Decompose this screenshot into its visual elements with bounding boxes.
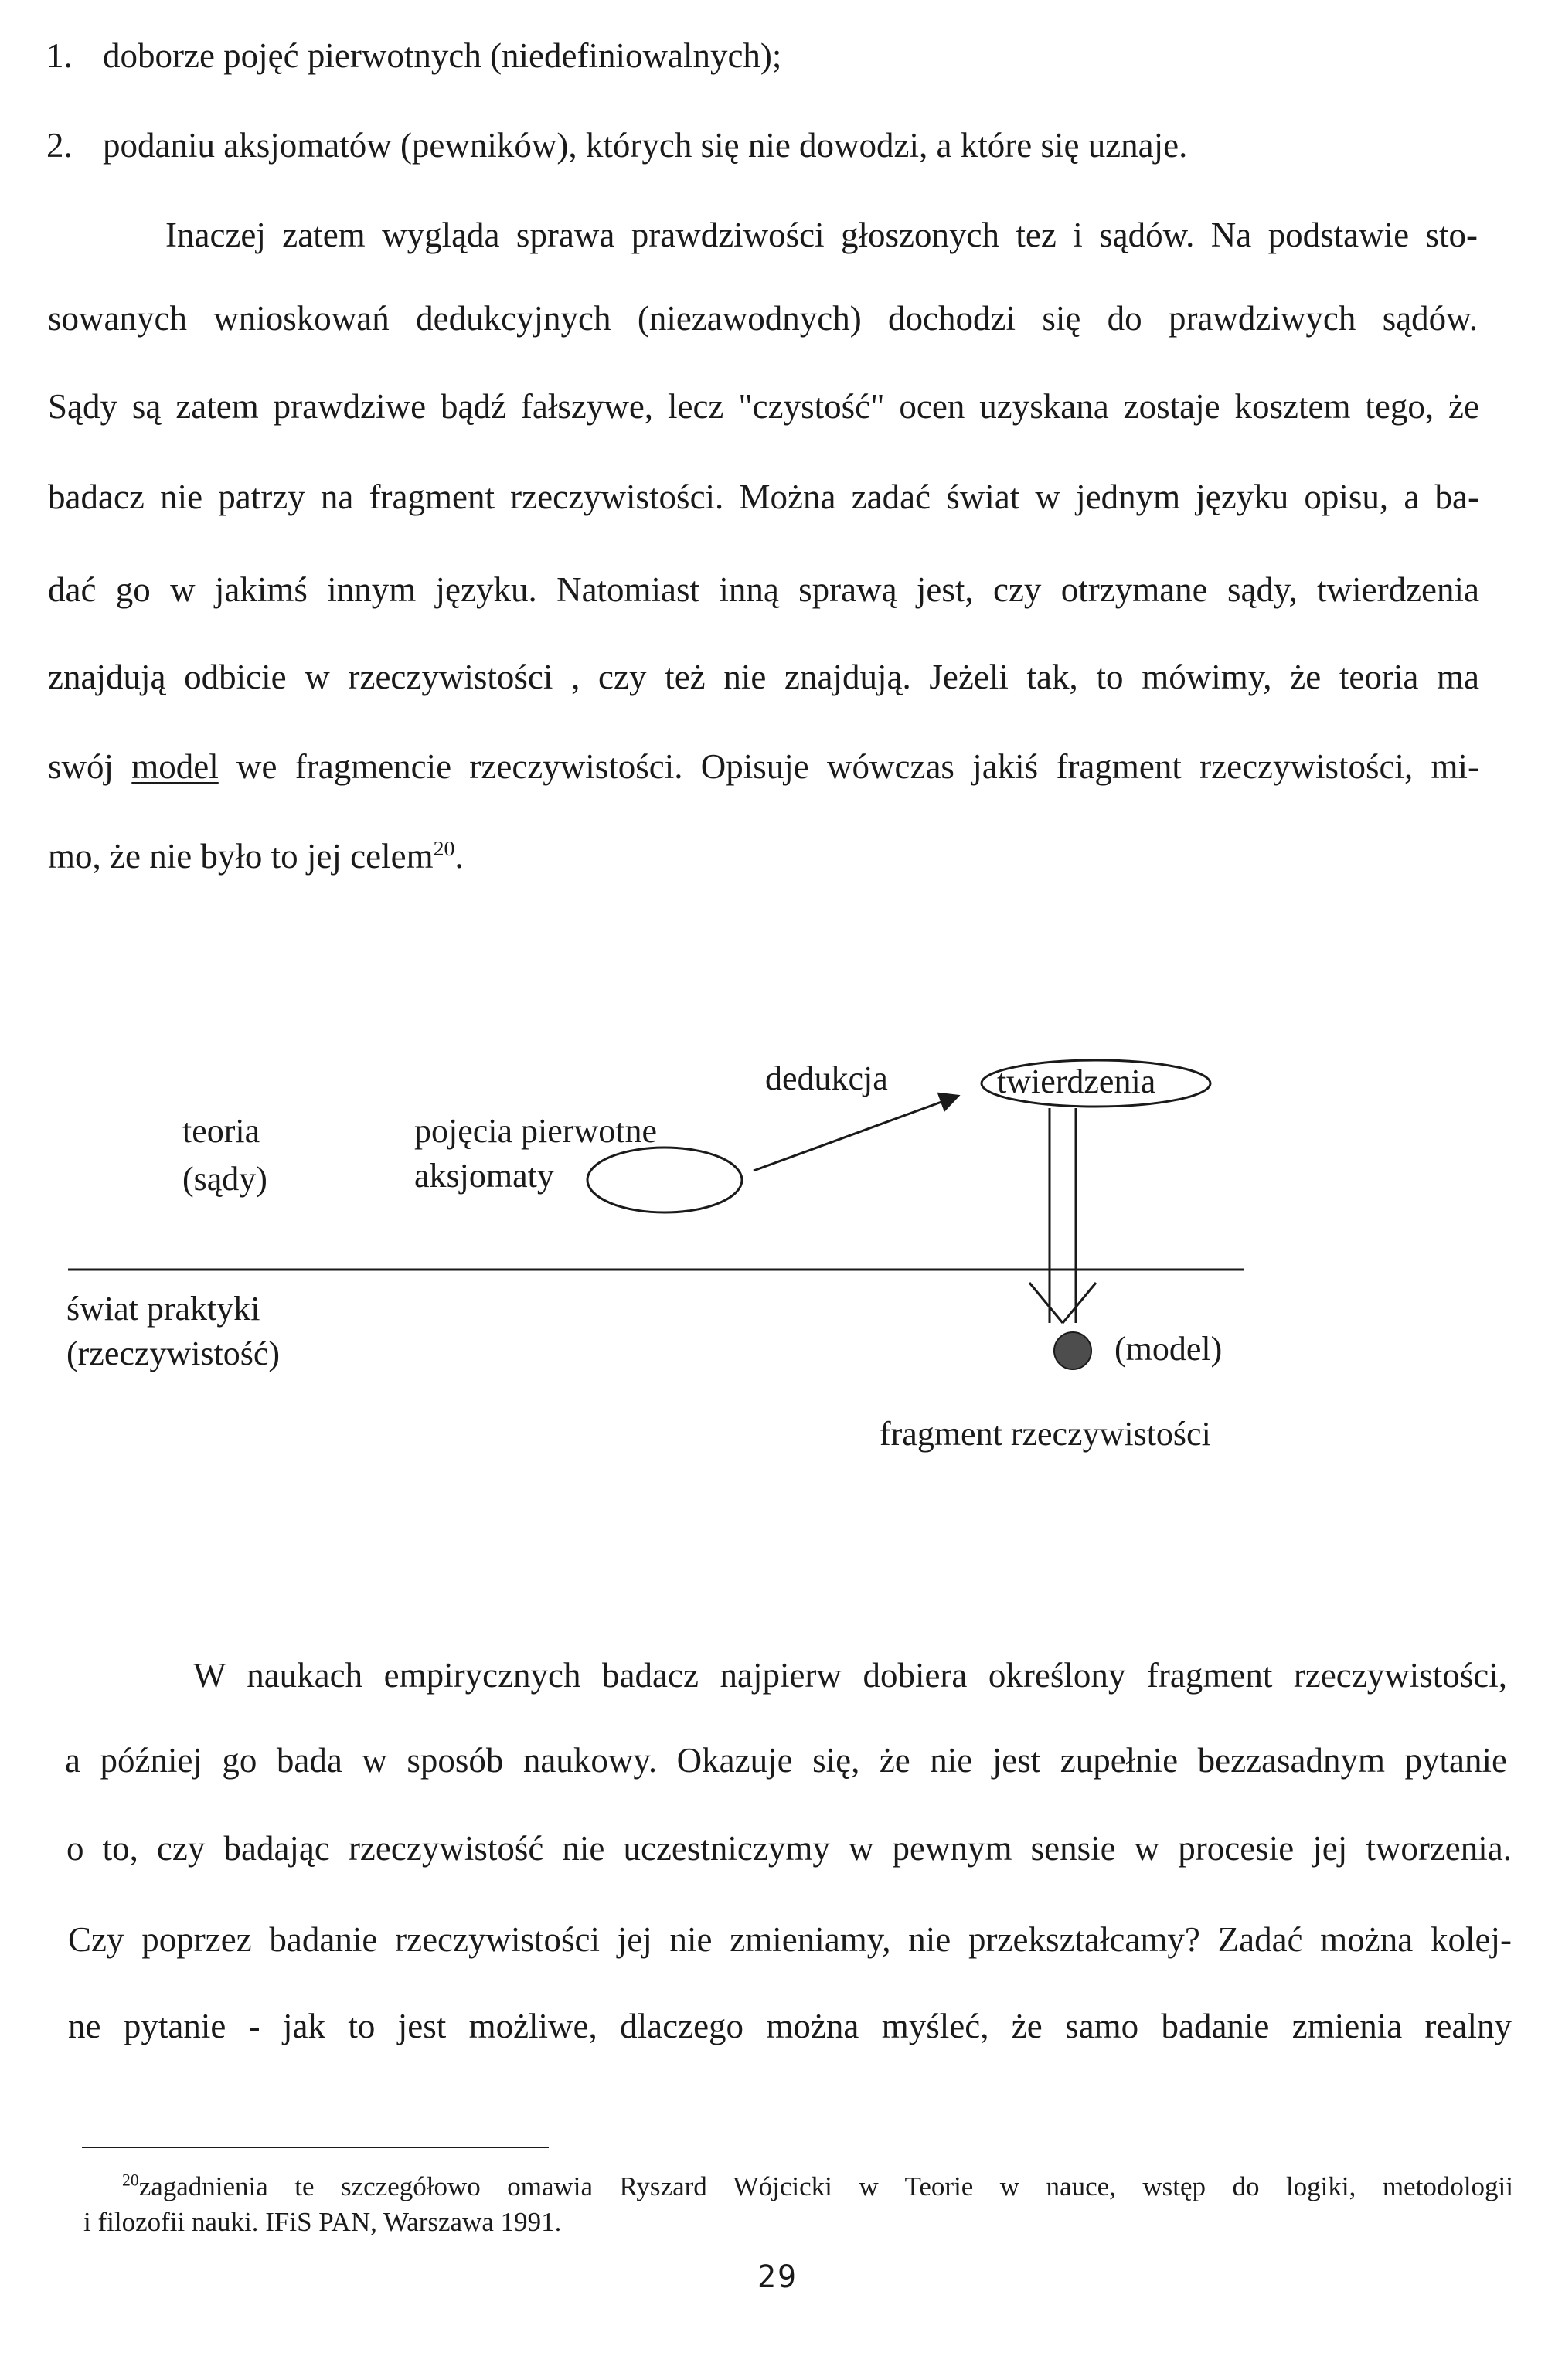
- theorems-label: twierdzenia: [997, 1062, 1156, 1100]
- axioms-label: aksjomaty: [414, 1157, 554, 1195]
- underlined-term: model: [131, 747, 219, 786]
- model-arrow-head: [1063, 1283, 1096, 1323]
- footnote-text: zagadnienia te szczegółowo omawia Ryszard Wójcicki w Teorie w nauce, wstęp do logiki, metodologii: [138, 2171, 1513, 2202]
- paragraph-line: dać go w jakimś innym języku. Natomiast inną sprawą jest, czy otrzymane sądy, twierdzenia: [48, 570, 1479, 609]
- concepts-label: pojęcia pierwotne: [414, 1112, 657, 1150]
- paragraph-line: Sądy są zatem prawdziwe bądź fałszywe, lecz "czystość" ocen uzyskana zostaje kosztem tego, że: [48, 387, 1479, 426]
- paragraph-line: znajdują odbicie w rzeczywistości , czy też nie znajdują. Jeżeli tak, to mówimy, że teoria ma: [48, 658, 1479, 696]
- paragraph-line: Inaczej zatem wygląda sprawa prawdziwości głoszonych tez i sądów. Na podstawie sto-: [165, 216, 1478, 254]
- paragraph-line: a później go bada w sposób naukowy. Okazuje się, że nie jest zupełnie bezzasadnym pytanie: [65, 1741, 1507, 1780]
- model-arrow-head: [1029, 1283, 1063, 1323]
- footnote-line: i filozofii nauki. IFiS PAN, Warszawa 1991.: [83, 2207, 562, 2237]
- world-sub-label: (rzeczywistość): [66, 1334, 281, 1372]
- paragraph-line: badacz nie patrzy na fragment rzeczywistości. Można zadać świat w jednym języku opisu, a ba-: [48, 478, 1479, 516]
- list-number: 1.: [46, 36, 73, 75]
- list-text: podaniu aksjomatów (pewników), których się nie dowodzi, a które się uznaje.: [103, 126, 1188, 165]
- world-label: świat praktyki: [66, 1290, 260, 1328]
- paragraph-line: o to, czy badając rzeczywistość nie uczestniczymy w pewnym sensie w procesie jej tworzenia.: [66, 1829, 1512, 1868]
- text-run: .: [454, 837, 464, 876]
- paragraph-line: W naukach empirycznych badacz najpierw dobiera określony fragment rzeczywistości,: [193, 1656, 1507, 1695]
- list-number: 2.: [46, 126, 73, 165]
- footnote-line: [122, 2170, 1513, 2204]
- text-run: swój: [48, 747, 114, 786]
- theory-label: teoria: [182, 1112, 260, 1150]
- footnote-separator: [82, 2147, 549, 2148]
- footnote-number: 20: [122, 2171, 139, 2190]
- deduction-arrow: [754, 1096, 958, 1171]
- paragraph-line: Czy poprzez badanie rzeczywistości jej nie zmieniamy, nie przekształcamy? Zadać można kolej-: [68, 1920, 1512, 1959]
- model-dot: [1054, 1332, 1091, 1369]
- footnote-reference: 20: [433, 837, 455, 861]
- deduction-label: dedukcja: [765, 1059, 888, 1097]
- paragraph-line: sowanych wnioskowań dedukcyjnych (niezawodnych) dochodzi się do prawdziwych sądów.: [48, 299, 1478, 338]
- model-label: (model): [1114, 1330, 1223, 1368]
- list-text: doborze pojęć pierwotnych (niedefiniowalnych);: [103, 36, 782, 75]
- text-run: mo, że nie było to jej celem: [48, 837, 434, 876]
- fragment-label: fragment rzeczywistości: [880, 1415, 1211, 1453]
- text-run: we fragmencie rzeczywistości. Opisuje wówczas jakiś fragment rzeczywistości, mi-: [236, 747, 1480, 786]
- axioms-ellipse: [587, 1148, 742, 1212]
- paragraph-line: ne pytanie - jak to jest możliwe, dlaczego można myśleć, że samo badanie zmienia realny: [68, 2007, 1512, 2045]
- theory-sub-label: (sądy): [182, 1160, 267, 1198]
- page-number: 29: [757, 2259, 798, 2295]
